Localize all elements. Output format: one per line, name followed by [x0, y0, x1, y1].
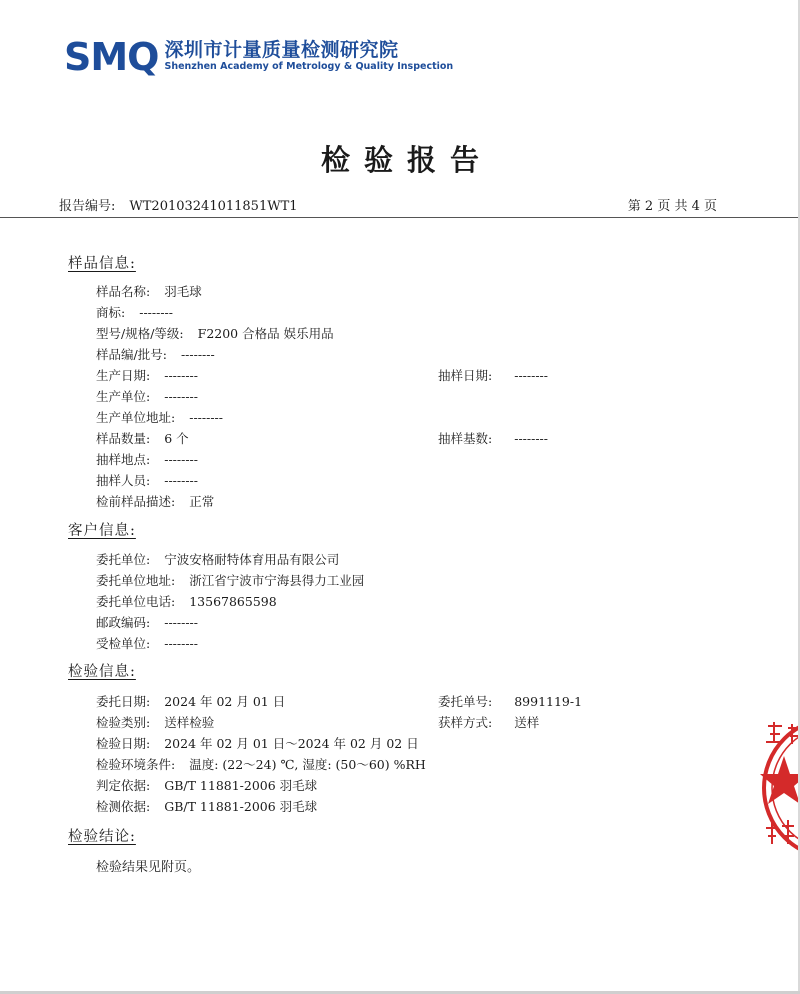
sample-model-row: [96, 324, 334, 342]
field-value: --------: [164, 473, 199, 488]
field-value: 13567865598: [189, 594, 277, 609]
field-value: 温度: (22～24) ℃, 湿度: (50～60) %RH: [189, 757, 426, 772]
field-value: GB/T 11881-2006 羽毛球: [164, 778, 318, 793]
field-label: 抽样基数:: [438, 431, 493, 446]
field-label: 样品名称:: [96, 284, 151, 299]
field-value: --------: [180, 347, 215, 362]
field-label: 样品编/批号:: [96, 347, 167, 362]
client-postcode-row: [96, 613, 198, 631]
field-value: 浙江省宁波市宁海县得力工业园: [189, 573, 365, 588]
sample-sampling-date-row: [438, 366, 548, 384]
report-number-value: WT20103241011851WT1: [129, 199, 298, 214]
field-value: --------: [164, 636, 199, 651]
logo-mark: SMQ: [64, 35, 159, 79]
field-value: --------: [164, 615, 199, 630]
header-divider: [0, 217, 798, 218]
sample-producer-addr-row: [96, 408, 223, 426]
field-label: 委托单位电话:: [96, 594, 176, 609]
field-label: 生产单位地址:: [96, 410, 176, 425]
sample-sampler-row: [96, 471, 198, 489]
field-label: 受检单位:: [96, 636, 151, 651]
field-label: 样品数量:: [96, 431, 151, 446]
client-addr-row: [96, 571, 364, 589]
sample-prod-date-row: [96, 366, 198, 384]
sample-section-heading: 样品信息:: [68, 256, 136, 272]
field-value: GB/T 11881-2006 羽毛球: [164, 799, 318, 814]
sample-producer-row: [96, 387, 198, 405]
report-number-label: 报告编号:: [59, 199, 116, 214]
inspection-judge-basis-row: [96, 776, 317, 794]
inspection-commission-date-row: [96, 692, 285, 710]
conclusion-text: 检验结果见附页。: [96, 860, 201, 875]
field-label: 检验日期:: [96, 736, 151, 751]
inspection-test-basis-row: [96, 797, 317, 815]
field-label: 判定依据:: [96, 778, 151, 793]
field-label: 抽样地点:: [96, 452, 151, 467]
field-value: 送样: [514, 715, 540, 730]
field-value: --------: [164, 452, 199, 467]
org-name-en: Shenzhen Academy of Metrology & Quality Inspection: [164, 61, 454, 73]
sample-pre-desc-row: [96, 492, 214, 510]
page-title: 检验报告: [320, 143, 493, 177]
field-label: 检前样品描述:: [96, 494, 176, 509]
field-value: 8991119-1: [514, 694, 583, 709]
field-label: 委托单号:: [438, 694, 493, 709]
field-value: --------: [514, 431, 549, 446]
inspection-method-row: [438, 713, 539, 731]
field-value: --------: [164, 368, 199, 383]
field-value: 2024 年 02 月 01 日: [164, 694, 286, 709]
seal-stamp-icon: [760, 712, 800, 864]
client-inspected-row: [96, 634, 198, 652]
field-value: 2024 年 02 月 01 日～2024 年 02 月 02 日: [164, 736, 419, 751]
field-label: 委托单位地址:: [96, 573, 176, 588]
field-value: 正常: [189, 494, 215, 509]
field-label: 获样方式:: [438, 715, 493, 730]
field-label: 邮政编码:: [96, 615, 151, 630]
inspection-type-row: [96, 713, 214, 731]
inspection-section-heading: 检验信息:: [68, 664, 136, 680]
org-name-cn: 深圳市计量质量检测研究院: [164, 39, 399, 62]
sample-sampling-base-row: [438, 429, 548, 447]
field-value: 送样检验: [164, 715, 215, 730]
field-label: 商标:: [96, 305, 126, 320]
client-section-heading: 客户信息:: [68, 523, 136, 539]
client-unit-row: [96, 550, 339, 568]
org-logo: [64, 35, 454, 79]
field-label: 生产日期:: [96, 368, 151, 383]
field-value: 羽毛球: [164, 284, 202, 299]
field-value: --------: [514, 368, 549, 383]
sample-sampling-place-row: [96, 450, 198, 468]
field-label: 抽样人员:: [96, 473, 151, 488]
inspection-date-row: [96, 734, 419, 752]
field-value: --------: [189, 410, 224, 425]
field-label: 生产单位:: [96, 389, 151, 404]
conclusion-section-heading: 检验结论:: [68, 829, 136, 845]
inspection-env-row: [96, 755, 426, 773]
field-label: 委托日期:: [96, 694, 151, 709]
field-label: 检验环境条件:: [96, 757, 176, 772]
field-value: 宁波安格耐特体育用品有限公司: [164, 552, 340, 567]
sample-brand-row: [96, 303, 173, 321]
field-value: --------: [164, 389, 199, 404]
field-label: 检验类别:: [96, 715, 151, 730]
sample-name-row: [96, 282, 202, 300]
report-number: [59, 195, 298, 214]
inspection-order-no-row: [438, 692, 582, 710]
field-value: 6 个: [164, 431, 189, 446]
field-label: 型号/规格/等级:: [96, 326, 184, 341]
field-label: 检测依据:: [96, 799, 151, 814]
client-phone-row: [96, 592, 277, 610]
sample-quantity-row: [96, 429, 189, 447]
sample-batch-row: [96, 345, 215, 363]
field-value: F2200 合格品 娱乐用品: [197, 326, 334, 341]
field-label: 抽样日期:: [438, 368, 493, 383]
field-label: 委托单位:: [96, 552, 151, 567]
page-info: 第 2 页 共 4 页: [627, 199, 717, 214]
field-value: --------: [139, 305, 174, 320]
